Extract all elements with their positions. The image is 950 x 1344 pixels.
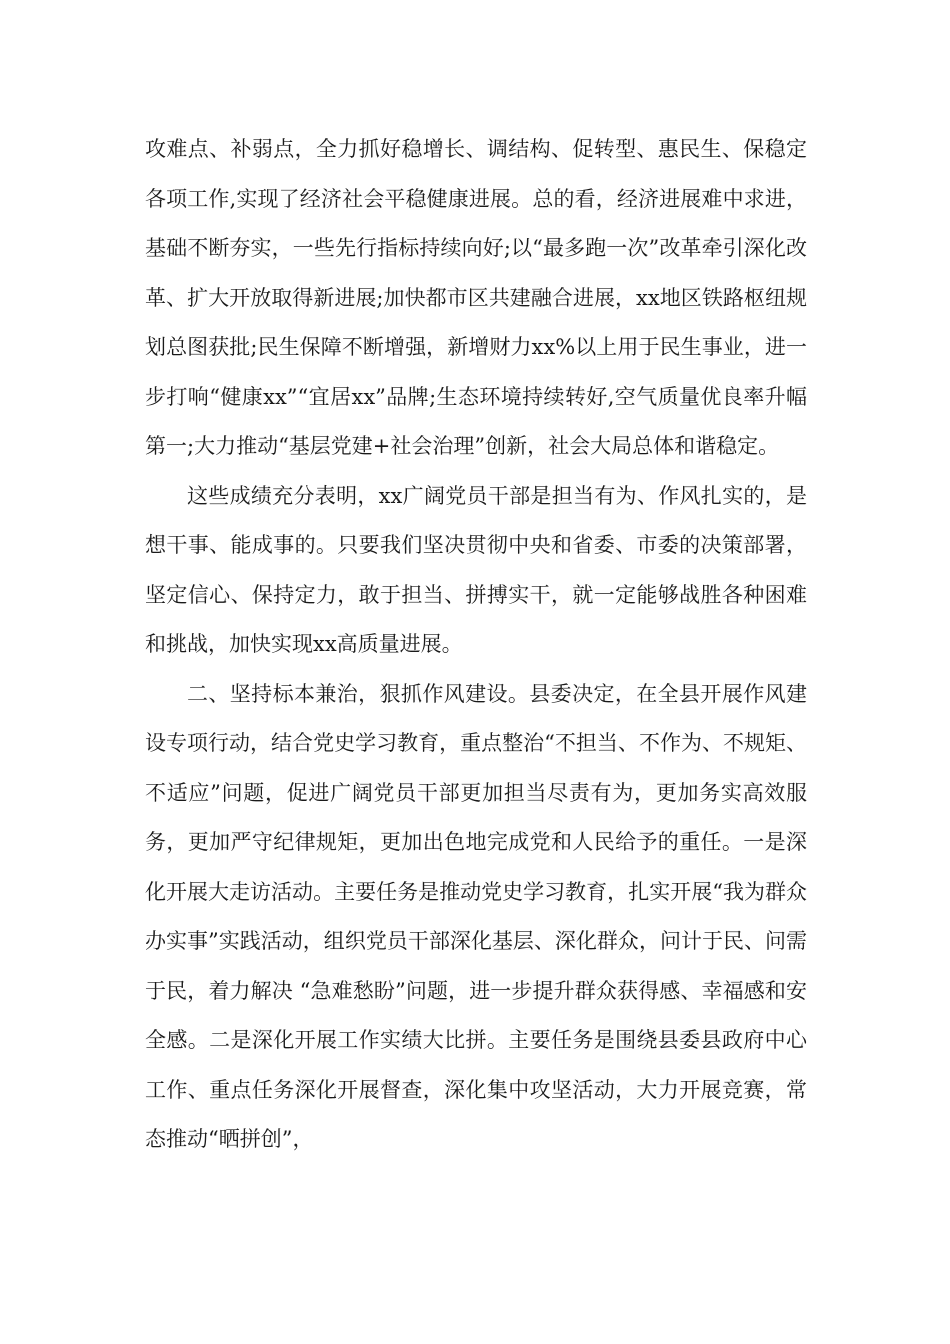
paragraph-2: 这些成绩充分表明，xx广阔党员干部是担当有为、作风扎实的，是想干事、能成事的。只要我们坚决贯彻中央和省委、市委的决策部署，坚定信心、保持定力，敢于担当、拼搏实干，就一定能够战胜各种困难和挑战，加快实现xx高质量进展。: [145, 483, 807, 656]
paragraph-1: 攻难点、补弱点，全力抓好稳增长、调结构、促转型、惠民生、保稳定各项工作,实现了经济社会平稳健康进展。总的看，经济进展难中求进，基础不断夯实，一些先行指标持续向好;以“最多跑一次”改革牵引深化改革、扩大开放取得新进展;加快都市区共建融合进展，xx地区铁路枢纽规划总图获批;民生保障不断增强，新增财力xx%以上用于民生事业，进一步打响“健康xx”“宜居xx”品牌;生态环境持续转好,空气质量优良率升幅第一;大力推动“基层党建+社会治理”创新，社会大局总体和谐稳定。: [145, 137, 807, 458]
paragraph-3: 二、坚持标本兼治，狠抓作风建设。县委决定，在全县开展作风建设专项行动，结合党史学习教育，重点整治“不担当、不作为、不规矩、不适应”问题，促进广阔党员干部更加担当尽责有为，更加务实高效服务，更加严守纪律规矩，更加出色地完成党和人民给予的重任。一是深化开展大走访活动。主要任务是推动党史学习教育，扎实开展“我为群众办实事”实践活动，组织党员干部深化基层、深化群众，问计于民、问需于民，着力解决 “急难愁盼”问题，进一步提升群众获得感、幸福感和安全感。二是深化开展工作实绩大比拼。主要任务是围绕县委县政府中心工作、重点任务深化开展督查，深化集中攻坚活动，大力开展竞赛，常态推动“晒拼创”，: [145, 681, 807, 1151]
document-page: [145, 125, 807, 1165]
